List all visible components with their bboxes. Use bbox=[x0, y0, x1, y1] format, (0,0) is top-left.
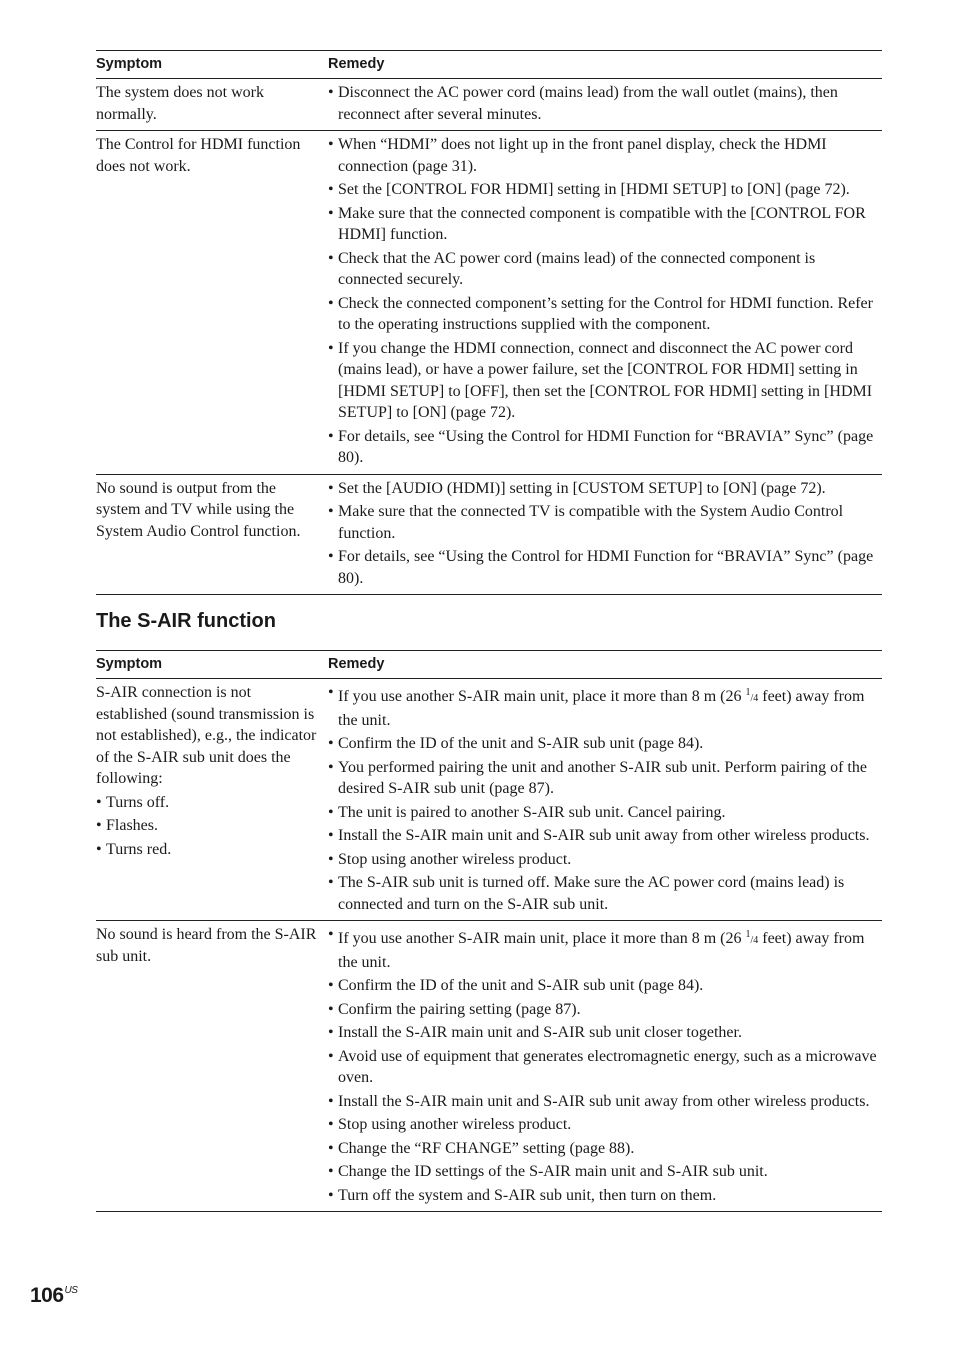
manual-page bbox=[96, 50, 882, 1212]
troubleshooting-table-s-air bbox=[96, 650, 882, 1212]
symptom-cell bbox=[96, 679, 328, 921]
remedy-item: • If you change the HDMI connection, connect and disconnect the AC power cord (mains lead), or have a power failure, set the [CONTROL FOR HDMI] setting in [HDMI SETUP] to [OFF], then set the [CONTROL FOR HDMI] setting in [HDMI SETUP] to [ON] (page 72). bbox=[328, 338, 882, 424]
remedy-item: • The S-AIR sub unit is turned off. Make sure the AC power cord (mains lead) is connected and turn on the S-AIR sub unit. bbox=[328, 872, 882, 915]
symptom-bullet: • Turns off. bbox=[96, 792, 328, 814]
remedy-item: • Disconnect the AC power cord (mains lead) from the wall outlet (mains), then reconnect after several minutes. bbox=[328, 82, 882, 125]
page-number-value: 106 bbox=[30, 1284, 64, 1307]
symptom-bullet: • Turns red. bbox=[96, 839, 328, 861]
remedy-text-part: feet) away from the unit. bbox=[338, 688, 865, 729]
remedy-cell bbox=[328, 921, 882, 1212]
fraction-numerator: 1 bbox=[745, 687, 751, 698]
symptom-text: No sound is heard from the S-AIR sub unit. bbox=[96, 926, 317, 965]
remedy-item: • Turn off the system and S-AIR sub unit, then turn on them. bbox=[328, 1185, 882, 1207]
remedy-item: • For details, see “Using the Control for HDMI Function for “BRAVIA” Sync” (page 80). bbox=[328, 426, 882, 469]
remedy-item: • Confirm the ID of the unit and S-AIR sub unit (page 84). bbox=[328, 733, 882, 755]
symptom-text: S-AIR connection is not established (sound transmission is not established), e.g., the indicator of the S-AIR sub unit does the following: bbox=[96, 684, 317, 787]
remedy-cell bbox=[328, 79, 882, 131]
table-row bbox=[96, 921, 882, 1212]
table-header-row bbox=[96, 51, 882, 79]
remedy-item: • Set the [CONTROL FOR HDMI] setting in [HDMI SETUP] to [ON] (page 72). bbox=[328, 179, 882, 201]
remedy-cell bbox=[328, 131, 882, 475]
remedy-list bbox=[328, 82, 882, 125]
remedy-item: • The unit is paired to another S-AIR sub unit. Cancel pairing. bbox=[328, 802, 882, 824]
remedy-item: • Avoid use of equipment that generates electromagnetic energy, such as a microwave oven. bbox=[328, 1046, 882, 1089]
remedy-item: • Change the ID settings of the S-AIR main unit and S-AIR sub unit. bbox=[328, 1161, 882, 1183]
remedy-item: • Set the [AUDIO (HDMI)] setting in [CUSTOM SETUP] to [ON] (page 72). bbox=[328, 478, 882, 500]
remedy-cell bbox=[328, 474, 882, 595]
remedy-column-header: Remedy bbox=[328, 651, 882, 679]
table-row bbox=[96, 79, 882, 131]
remedy-text-part: If you use another S-AIR main unit, place it more than 8 m (26 bbox=[338, 688, 746, 705]
remedy-item: • Stop using another wireless product. bbox=[328, 849, 882, 871]
remedy-item: • Make sure that the connected component is compatible with the [CONTROL FOR HDMI] function. bbox=[328, 203, 882, 246]
fraction-numerator: 1 bbox=[745, 929, 751, 940]
remedy-item: • Install the S-AIR main unit and S-AIR sub unit away from other wireless products. bbox=[328, 825, 882, 847]
remedy-text-part: feet) away from the unit. bbox=[338, 930, 865, 971]
remedy-item bbox=[328, 682, 882, 731]
remedy-item: • For details, see “Using the Control for HDMI Function for “BRAVIA” Sync” (page 80). bbox=[328, 546, 882, 589]
page-number bbox=[30, 1284, 77, 1308]
remedy-item: • Install the S-AIR main unit and S-AIR sub unit closer together. bbox=[328, 1022, 882, 1044]
remedy-cell bbox=[328, 679, 882, 921]
symptom-cell bbox=[96, 131, 328, 475]
remedy-item: • You performed pairing the unit and another S-AIR sub unit. Perform pairing of the desired S-AIR sub unit (page 87). bbox=[328, 757, 882, 800]
symptom-cell bbox=[96, 474, 328, 595]
symptom-cell bbox=[96, 79, 328, 131]
remedy-item bbox=[328, 924, 882, 973]
remedy-item: • Check that the AC power cord (mains lead) of the connected component is connected securely. bbox=[328, 248, 882, 291]
troubleshooting-table-hdmi bbox=[96, 50, 882, 595]
table-row bbox=[96, 474, 882, 595]
remedy-item: • Install the S-AIR main unit and S-AIR sub unit away from other wireless products. bbox=[328, 1091, 882, 1113]
symptom-column-header: Symptom bbox=[96, 51, 328, 79]
remedy-item: • Stop using another wireless product. bbox=[328, 1114, 882, 1136]
remedy-item: • Check the connected component’s setting for the Control for HDMI function. Refer to the operating instructions supplied with the component. bbox=[328, 293, 882, 336]
table-header-row bbox=[96, 651, 882, 679]
symptom-text: No sound is output from the system and TV while using the System Audio Control function. bbox=[96, 479, 301, 540]
table-row bbox=[96, 131, 882, 475]
remedy-item: • Confirm the ID of the unit and S-AIR sub unit (page 84). bbox=[328, 975, 882, 997]
table-row bbox=[96, 679, 882, 921]
fraction-denominator: /4 bbox=[750, 935, 759, 946]
page-number-suffix: US bbox=[64, 1285, 78, 1296]
section-title: The S-AIR function bbox=[96, 610, 276, 632]
remedy-item: • Make sure that the connected TV is compatible with the System Audio Control function. bbox=[328, 501, 882, 544]
remedy-list bbox=[328, 134, 882, 469]
fraction-denominator: /4 bbox=[750, 693, 759, 704]
symptom-text: The Control for HDMI function does not work. bbox=[96, 136, 301, 175]
remedy-item: • When “HDMI” does not light up in the front panel display, check the HDMI connection (page 31). bbox=[328, 134, 882, 177]
remedy-column-header: Remedy bbox=[328, 51, 882, 79]
symptom-text: The system does not work normally. bbox=[96, 84, 264, 123]
remedy-list bbox=[328, 682, 882, 915]
remedy-item: • Confirm the pairing setting (page 87). bbox=[328, 999, 882, 1021]
remedy-item: • Change the “RF CHANGE” setting (page 88). bbox=[328, 1138, 882, 1160]
remedy-text-part: If you use another S-AIR main unit, place it more than 8 m (26 bbox=[338, 930, 746, 947]
symptom-column-header: Symptom bbox=[96, 651, 328, 679]
symptom-bullet: • Flashes. bbox=[96, 815, 328, 837]
symptom-bullet-list bbox=[96, 792, 328, 861]
symptom-cell bbox=[96, 921, 328, 1212]
remedy-list bbox=[328, 478, 882, 590]
remedy-list bbox=[328, 924, 882, 1206]
